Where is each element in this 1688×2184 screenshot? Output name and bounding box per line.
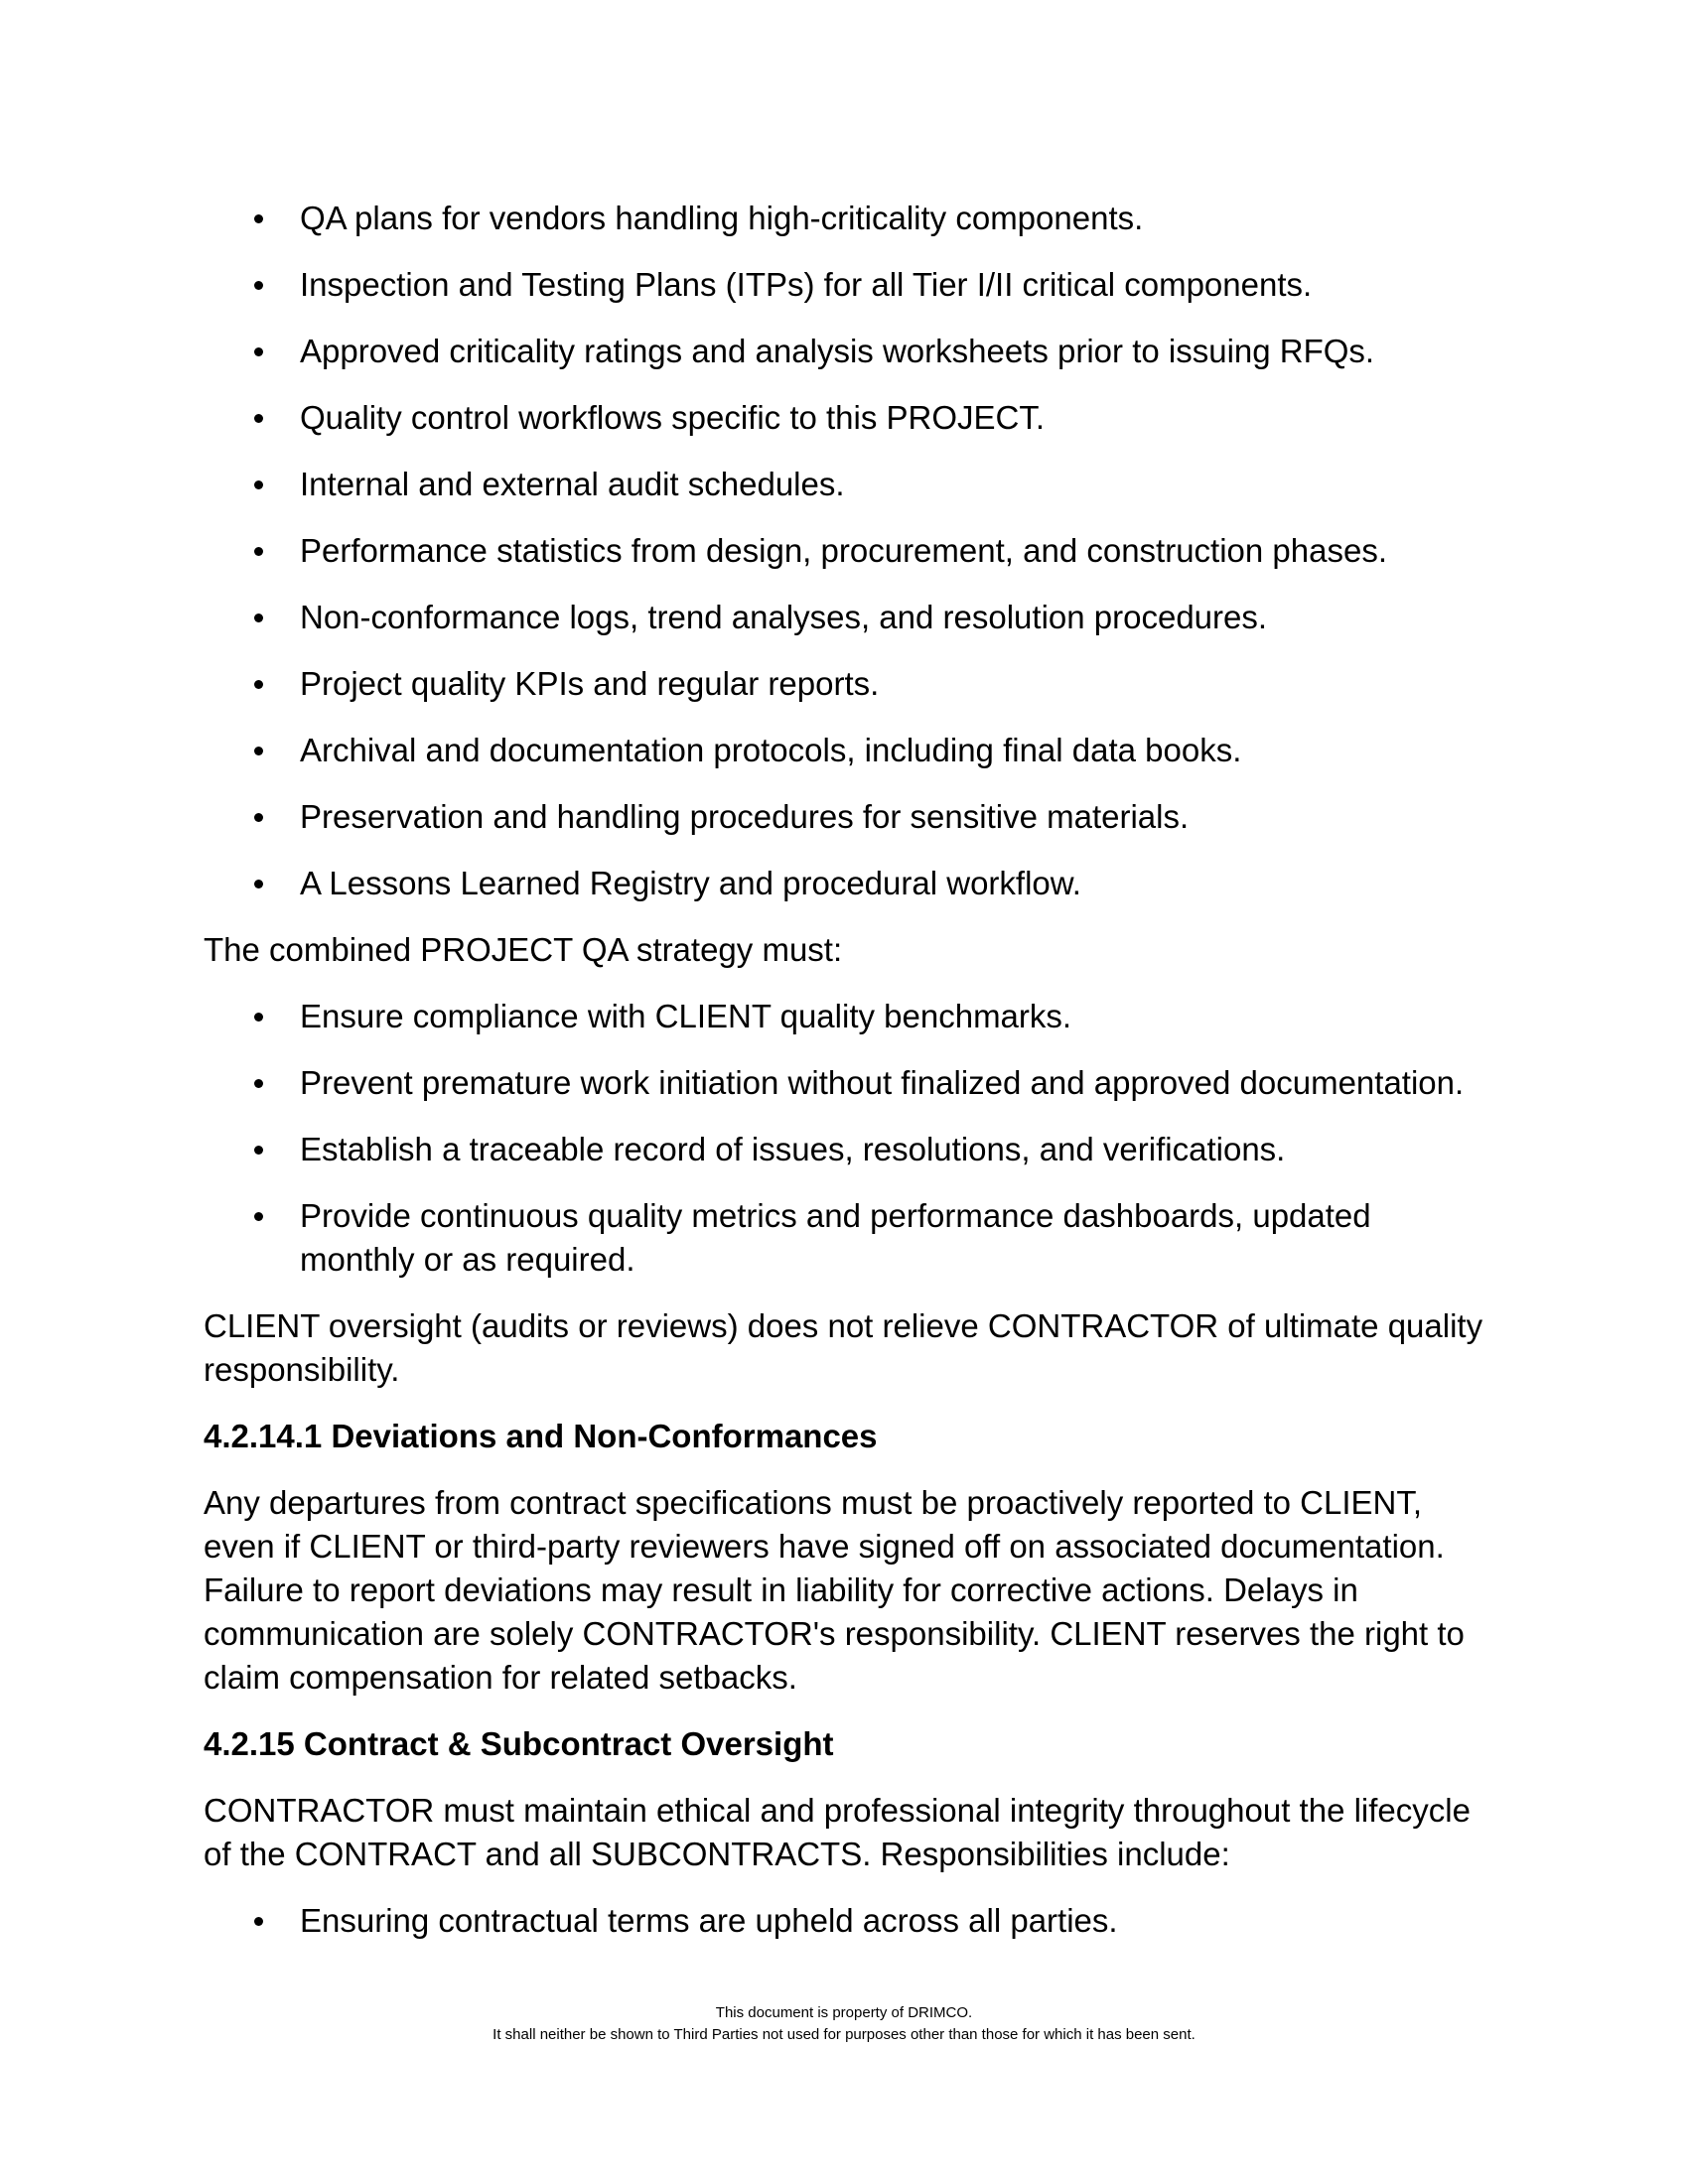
bullet-item: QA plans for vendors handling high-criticality components. [300,197,1484,240]
bullet-item: Preservation and handling procedures for sensitive materials. [300,795,1484,839]
document-body [204,197,1484,1966]
bullet-item: A Lessons Learned Registry and procedural workflow. [300,862,1484,905]
bullet-item: Prevent premature work initiation without finalized and approved documentation. [300,1061,1484,1105]
bullet-item: Approved criticality ratings and analysis worksheets prior to issuing RFQs. [300,330,1484,373]
bullet-item: Non-conformance logs, trend analyses, and resolution procedures. [300,596,1484,639]
paragraph: The combined PROJECT QA strategy must: [204,931,843,968]
bullet-item: Establish a traceable record of issues, resolutions, and verifications. [300,1128,1484,1171]
footer-line-1: This document is property of DRIMCO. [715,2004,973,2021]
section-heading: 4.2.15 Contract & Subcontract Oversight [204,1725,834,1762]
page-footer [0,2002,1688,2046]
bullet-list [204,995,1484,1282]
bullet-item: Project quality KPIs and regular reports. [300,662,1484,706]
bullet-item: Inspection and Testing Plans (ITPs) for all Tier I/II critical components. [300,263,1484,307]
bullet-list [204,197,1484,905]
bullet-list [204,1899,1484,1943]
bullet-item: Archival and documentation protocols, including final data books. [300,729,1484,772]
paragraph: Any departures from contract specifications must be proactively reported to CLIENT, even if CLIENT or third-party reviewers have signed off on associated documentation. Failure to report deviations may result in liability for corrective actions. Delays in communication are solely CONTRACTOR's responsibility. CLIENT reserves the right to claim compensation for related setbacks. [204,1484,1465,1696]
bullet-item: Ensure compliance with CLIENT quality benchmarks. [300,995,1484,1038]
bullet-item: Internal and external audit schedules. [300,463,1484,506]
paragraph: CONTRACTOR must maintain ethical and professional integrity throughout the lifecycle of the CONTRACT and all SUBCONTRACTS. Responsibilities include: [204,1792,1471,1872]
paragraph: CLIENT oversight (audits or reviews) does not relieve CONTRACTOR of ultimate quality responsibility. [204,1307,1483,1388]
bullet-item: Performance statistics from design, procurement, and construction phases. [300,529,1484,573]
bullet-item: Ensuring contractual terms are upheld across all parties. [300,1899,1484,1943]
section-heading: 4.2.14.1 Deviations and Non-Conformances [204,1418,878,1454]
bullet-item: Provide continuous quality metrics and performance dashboards, updated monthly or as required. [300,1194,1484,1282]
bullet-item: Quality control workflows specific to this PROJECT. [300,396,1484,440]
footer-line-2: It shall neither be shown to Third Parties not used for purposes other than those for which it has been sent. [492,2026,1196,2043]
